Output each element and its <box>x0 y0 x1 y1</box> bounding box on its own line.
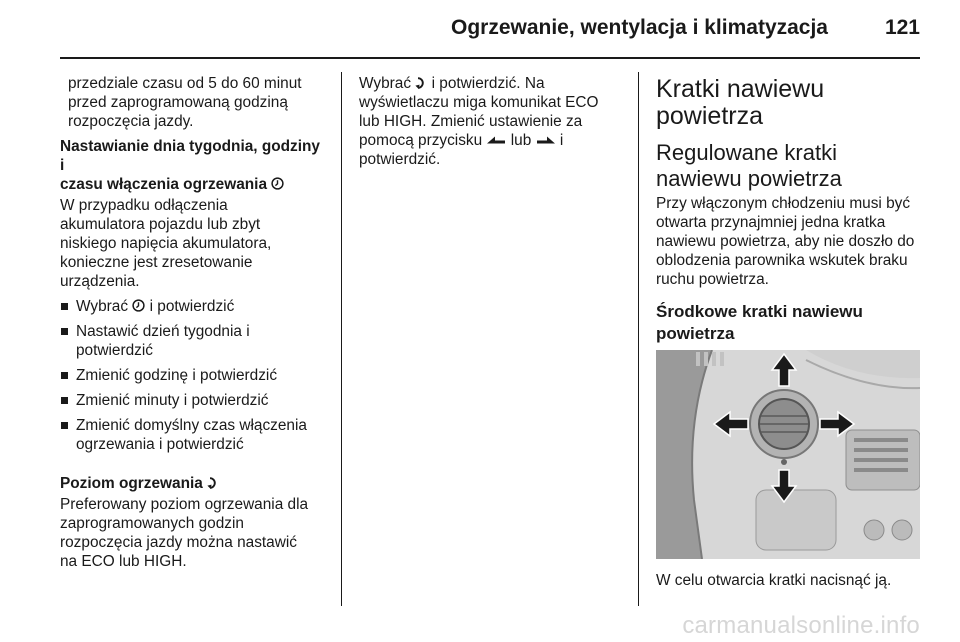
section-title-text: Poziom ogrzewania <box>60 475 203 492</box>
body-line: akumulatora pojazdu lub zbyt <box>60 216 261 233</box>
body-line: lub HIGH. Zmienić ustawienie za <box>359 113 583 130</box>
intro-line: przedziale czasu od 5 do 60 minut <box>68 75 302 92</box>
body-line: urządzenia. <box>60 273 140 290</box>
intro-line: przed zaprogramowaną godziną <box>68 94 288 111</box>
section-title-text: czasu włączenia ogrzewania <box>60 176 267 193</box>
clock-icon <box>271 177 284 190</box>
body-line: niskiego napięcia akumulatora, <box>60 235 272 252</box>
body-line <box>359 131 621 150</box>
list-item-text: Zmienić godzinę i potwierdzić <box>76 367 278 384</box>
section-title-heating-level <box>60 474 326 493</box>
right-button-icon <box>536 135 556 145</box>
heading-air-vents <box>656 76 924 130</box>
body-line: ruchu powietrza. <box>656 271 769 288</box>
list-item <box>60 322 326 360</box>
heading-center-vents <box>656 301 924 345</box>
section-title-timer <box>60 137 326 194</box>
vents-paragraph <box>656 194 924 289</box>
heading-adjustable-vents <box>656 140 924 192</box>
reset-paragraph <box>60 196 326 291</box>
column-2 <box>359 74 621 169</box>
body-text: pomocą przycisku <box>359 132 483 149</box>
list-item-text: Zmienić domyślny czas włączenia <box>76 417 307 434</box>
list-item-text: potwierdzić <box>76 342 153 359</box>
list-item-text: i potwierdzić <box>149 298 235 315</box>
left-button-icon <box>486 135 506 145</box>
body-text: lub <box>510 132 532 149</box>
list-item-text: Wybrać <box>76 298 129 315</box>
list-item <box>60 391 326 410</box>
list-item-text: Nastawić dzień tygodnia i <box>76 323 250 340</box>
list-item <box>60 297 326 316</box>
list-item <box>60 366 326 385</box>
list-item <box>60 416 326 454</box>
body-line: otwarta przynajmniej jedna kratka <box>656 214 886 231</box>
heading-line: Kratki nawiewu <box>656 75 825 103</box>
curved-arrow-icon <box>207 476 219 490</box>
watermark: carmanualsonline.info <box>682 612 920 639</box>
steps-list <box>60 297 326 454</box>
column-3 <box>656 76 924 345</box>
list-item-text: Zmienić minuty i potwierdzić <box>76 392 269 409</box>
column-1 <box>60 74 326 571</box>
curved-arrow-icon <box>415 76 427 90</box>
list-item-text: ogrzewania i potwierdzić <box>76 436 244 453</box>
body-text: i <box>559 132 564 149</box>
body-text: Wybrać <box>359 75 412 92</box>
body-line: potwierdzić. <box>359 151 441 168</box>
body-line <box>359 74 621 93</box>
body-line: konieczne jest zresetowanie <box>60 254 253 271</box>
section-title-line <box>60 175 326 194</box>
header-title: Ogrzewanie, wentylacja i klimatyzacja <box>450 16 828 39</box>
heading-line: Środkowe kratki nawiewu <box>656 302 863 321</box>
body-line: Przy włączonym chłodzeniu musi być <box>656 195 911 212</box>
body-line: na ECO lub HIGH. <box>60 553 187 570</box>
body-line: oblodzenia parownika wskutek braku <box>656 252 908 269</box>
heading-line: powietrza <box>656 102 763 130</box>
body-line: rozpoczęcia jazdy można nastawić <box>60 534 297 551</box>
intro-paragraph <box>60 74 326 131</box>
body-text: i potwierdzić. Na <box>431 75 545 92</box>
body-line: wyświetlaczu miga komunikat ECO <box>359 94 599 111</box>
body-line: zaprogramowanych godzin <box>60 515 244 532</box>
body-line: nawiewu powietrza, aby nie doszło do <box>656 233 915 250</box>
header-rule <box>60 57 920 59</box>
figure-caption: W celu otwarcia kratki nacisnąć ją. <box>656 572 892 589</box>
heating-level-paragraph <box>60 495 326 571</box>
heading-line: powietrza <box>656 324 735 343</box>
intro-line: rozpoczęcia jazdy. <box>68 113 194 130</box>
page-number: 121 <box>884 16 920 39</box>
body-line: Preferowany poziom ogrzewania dla <box>60 496 309 513</box>
center-vent-illustration <box>656 350 920 559</box>
clock-icon <box>132 299 145 312</box>
column-divider-1 <box>341 72 342 606</box>
heading-line: nawiewu powietrza <box>656 166 842 191</box>
heading-line: Regulowane kratki <box>656 140 837 165</box>
body-line: W przypadku odłączenia <box>60 197 228 214</box>
section-title-line: Nastawianie dnia tygodnia, godziny i <box>60 138 320 174</box>
column-divider-2 <box>638 72 639 606</box>
